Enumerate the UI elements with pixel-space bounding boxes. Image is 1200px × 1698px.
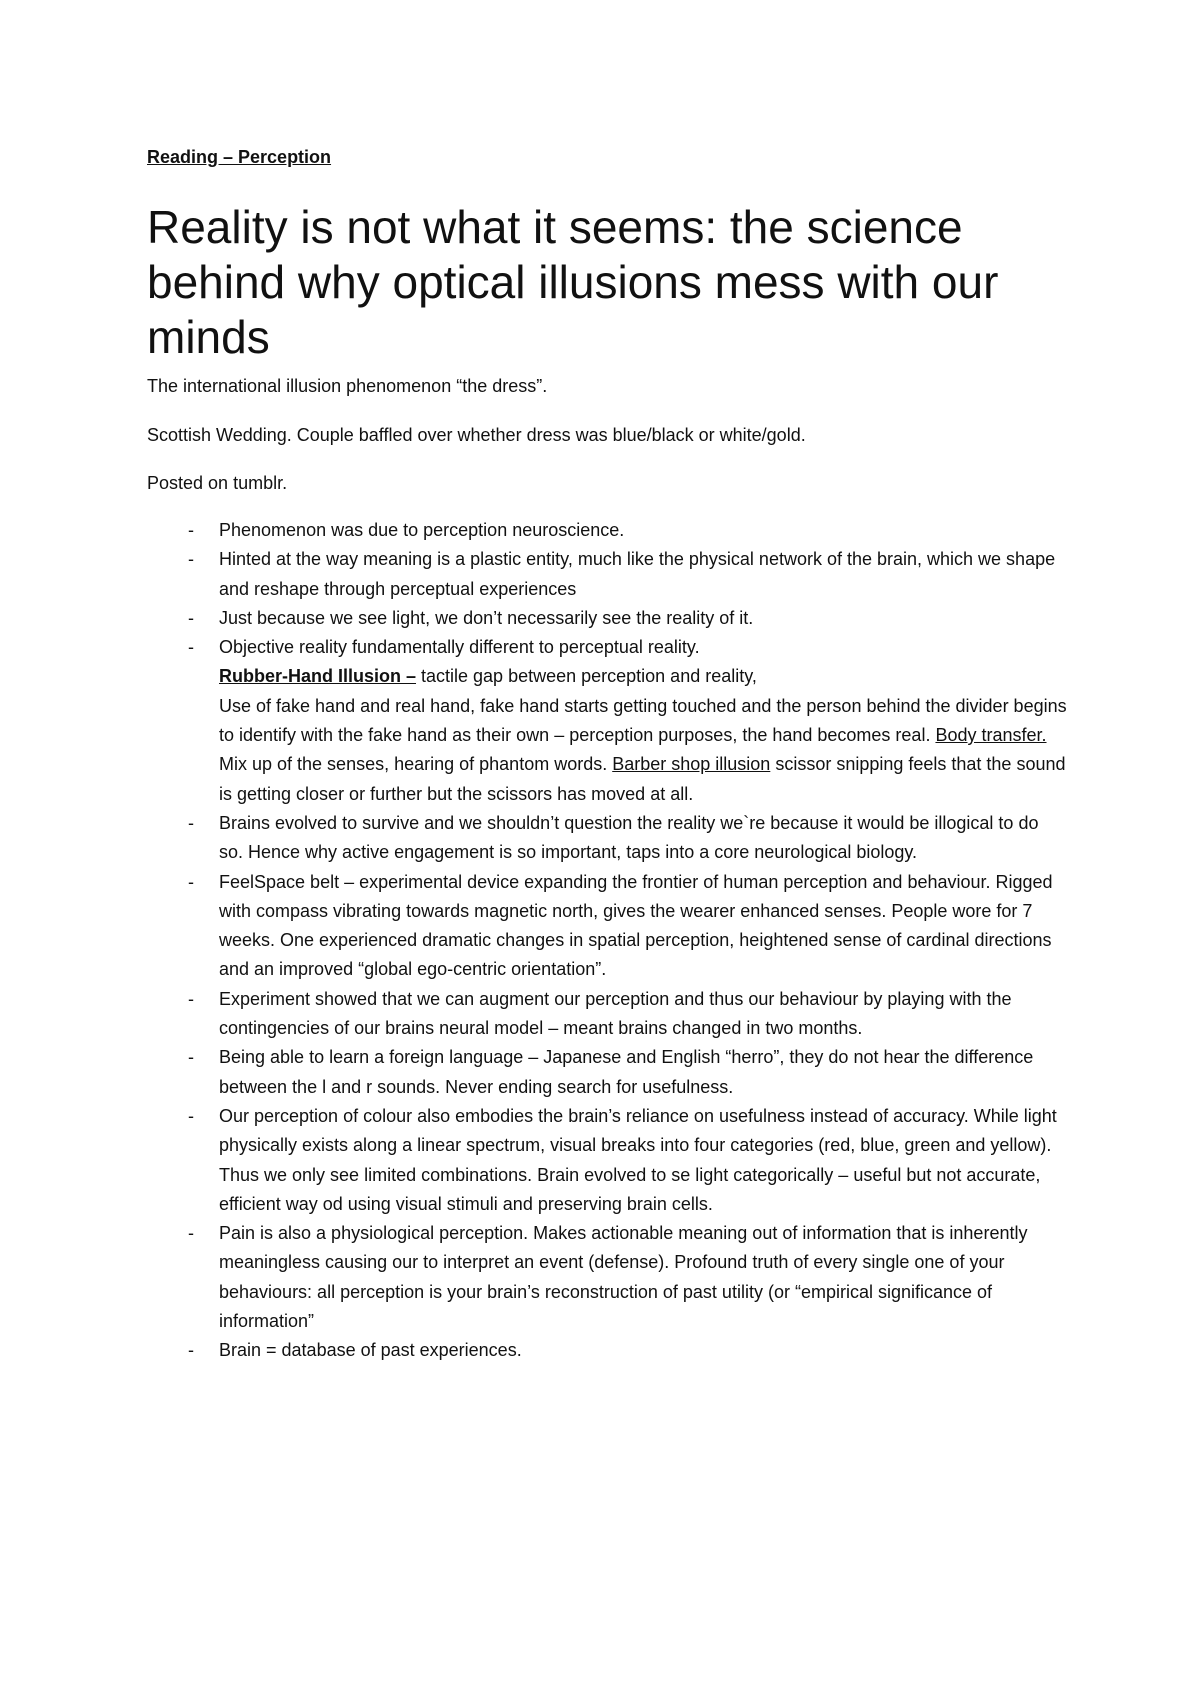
dash-marker: -	[188, 1047, 194, 1068]
dash-marker: -	[188, 520, 194, 540]
list-item-text: Brains evolved to survive and we shouldn’t question the reality we`re because it would be illogical to do so. Hence why active engagement is so important, taps into a core neurological biology.	[219, 812, 1039, 863]
dash-marker: -	[188, 1223, 194, 1244]
list-item	[147, 545, 1067, 604]
dash-marker: -	[188, 871, 194, 892]
list-item-text: Objective reality fundamentally different to perceptual reality.	[219, 637, 700, 658]
wedding-paragraph: Scottish Wedding. Couple baffled over whether dress was blue/black or white/gold.	[147, 425, 806, 445]
list-item-text: Brain = database of past experiences.	[219, 1340, 522, 1361]
barber-shop-term: Barber shop illusion	[612, 754, 771, 775]
list-item	[147, 604, 1067, 633]
list-item	[147, 1043, 1067, 1102]
list-item-text: Our perception of colour also embodies the brain’s reliance on usefulness instead of accuracy. While light physically exists along a linear spectrum, visual breaks into four categories (red, blue, green and yellow). Thus we only see limited combinations. Brain evolved to se light categorically – useful but not accurate, efficient way od using visual stimuli and preserving brain cells.	[219, 1105, 1057, 1214]
list-item	[147, 985, 1067, 1044]
intro-paragraph: The international illusion phenomenon “the dress”.	[147, 376, 548, 396]
bullet-list	[147, 516, 1067, 1366]
list-item-text: Being able to learn a foreign language – Japanese and English “herro”, they do not hear the difference between the l and r sounds. Never ending search for usefulness.	[219, 1047, 1034, 1097]
list-item	[147, 809, 1067, 868]
list-item	[147, 633, 1067, 809]
list-item-text: Pain is also a physiological perception. Makes actionable meaning out of information that is inherently meaningless causing our to interpret an event (defense). Profound truth of every single one of your behaviours: all perception is your brain’s reconstruction of past utility (or “empirical significance of information”	[219, 1223, 1028, 1332]
body-transfer-term: Body transfer.	[935, 725, 1047, 746]
list-item	[147, 1219, 1067, 1336]
scissor-text: scissor snipping feels that the sound is getting closer or further but the scissors has moved at all.	[219, 754, 1066, 804]
dash-marker: -	[188, 988, 194, 1009]
reading-label: Reading – Perception	[147, 147, 332, 167]
fake-hand-text: Use of fake hand and real hand, fake hand starts getting touched and the person behind the divider begins to identify with the fake hand as their own – perception purposes, the hand becomes real.	[219, 695, 1067, 746]
mix-up-text: Mix up of the senses, hearing of phantom words.	[219, 754, 613, 775]
dash-marker: -	[188, 637, 194, 658]
rubber-hand-heading: Rubber-Hand Illusion –	[219, 666, 417, 687]
list-item	[147, 1336, 1067, 1365]
list-item	[147, 868, 1067, 985]
tumblr-paragraph: Posted on tumblr.	[147, 473, 288, 493]
list-item-text: FeelSpace belt – experimental device expanding the frontier of human perception and behaviour. Rigged with compass vibrating towards magnetic north, gives the wearer enhanced senses. People wore for 7 weeks. One experienced dramatic changes in spatial perception, heightened sense of cardinal directions and an improved “global ego-centric orientation”.	[219, 871, 1053, 980]
list-item	[147, 1102, 1067, 1219]
dash-marker: -	[188, 1105, 194, 1126]
dash-marker: -	[188, 549, 194, 570]
list-item-text: Just because we see light, we don’t necessarily see the reality of it.	[219, 607, 754, 628]
article-title: Reality is not what it seems: the science behind why optical illusions mess with our minds	[147, 201, 999, 363]
rubber-hand-text: tactile gap between perception and reality,	[416, 666, 757, 687]
list-item-text: Hinted at the way meaning is a plastic entity, much like the physical network of the brain, which we shape and reshape through perceptual experiences	[219, 549, 1056, 599]
list-item-text: Phenomenon was due to perception neuroscience.	[219, 520, 625, 540]
dash-marker: -	[188, 812, 194, 833]
list-item	[147, 516, 1067, 545]
dash-marker: -	[188, 1340, 194, 1361]
list-item-text: Experiment showed that we can augment our perception and thus our behaviour by playing with the contingencies of our brains neural model – meant brains changed in two months.	[219, 988, 1012, 1039]
dash-marker: -	[188, 607, 194, 628]
